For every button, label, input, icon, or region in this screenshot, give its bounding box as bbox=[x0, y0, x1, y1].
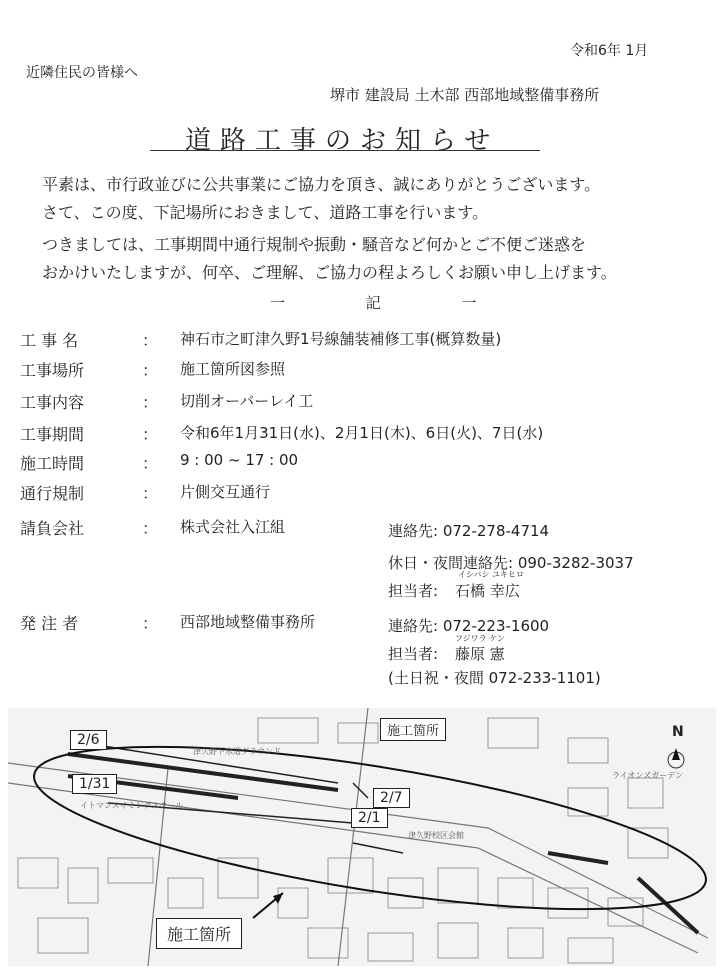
addressee: 近隣住民の皆様へ bbox=[26, 65, 138, 81]
map-date-2-6: 2/6 bbox=[70, 730, 107, 750]
colon: ： bbox=[142, 393, 159, 412]
map-place-label: ライオンズガーデン bbox=[612, 771, 684, 780]
contractor-contact: 連絡先: 072-278-4714 bbox=[388, 522, 550, 540]
north-arrow bbox=[668, 748, 684, 768]
page-title: 道路工事のお知らせ bbox=[185, 126, 500, 156]
body-line-3: つきましては、工事期間中通行規制や振動・騒音など何かとご不便ご迷惑を bbox=[42, 235, 587, 254]
contractor-after-hours: 休日・夜間連絡先: 090-3282-3037 bbox=[388, 554, 634, 572]
colon: ： bbox=[142, 614, 159, 633]
work-area-ellipse bbox=[24, 714, 715, 943]
body-line-2: さて、この度、下記場所におきまして、道路工事を行います。 bbox=[42, 203, 489, 222]
orderer-person: 藤原 憲 bbox=[455, 645, 505, 663]
value-work-hours: 9 : 00 ~ 17 : 00 bbox=[180, 451, 299, 469]
orderer-person-ruby: フジワラ ケン bbox=[455, 634, 505, 643]
map-date-1-31: 1/31 bbox=[72, 774, 117, 794]
value-traffic-control: 片側交互通行 bbox=[180, 483, 271, 501]
work-sections bbox=[68, 754, 698, 933]
issuer: 堺市 建設局 土木部 西部地域整備事務所 bbox=[330, 86, 600, 104]
colon: ： bbox=[142, 454, 159, 473]
map-drawing bbox=[8, 708, 716, 966]
value-work-content: 切削オーバーレイ工 bbox=[180, 392, 314, 410]
orderer-name: 西部地域整備事務所 bbox=[180, 613, 316, 631]
label-work-place: 工事場所 bbox=[20, 361, 85, 380]
map-label-site-top: 施工箇所 bbox=[380, 718, 446, 741]
title-underline bbox=[150, 150, 540, 151]
map-label-site-bottom: 施工箇所 bbox=[156, 918, 242, 949]
map-date-2-1: 2/1 bbox=[351, 808, 388, 828]
label-contractor: 請負会社 bbox=[20, 519, 85, 538]
colon: ： bbox=[142, 425, 159, 444]
contractor-person-label: 担当者: bbox=[388, 582, 439, 600]
label-work-period: 工事期間 bbox=[20, 425, 85, 444]
contractor-name: 株式会社入江組 bbox=[180, 518, 286, 536]
value-work-place: 施工箇所図参照 bbox=[180, 360, 286, 378]
colon: ： bbox=[142, 361, 159, 380]
orderer-holiday-contact: (土日祝・夜間 072-233-1101) bbox=[388, 669, 601, 687]
contractor-person: 石橋 幸広 bbox=[455, 582, 520, 600]
label-work-name: 工 事 名 bbox=[20, 331, 79, 350]
label-work-content: 工事内容 bbox=[20, 393, 85, 412]
map-place-label: イトマンスイミングスクール bbox=[80, 801, 184, 810]
label-traffic-control: 通行規制 bbox=[20, 484, 85, 503]
body-line-4: おかけいたしますが、何卒、ご理解、ご協力の程よろしくお願い申し上げます。 bbox=[42, 263, 617, 282]
notice-date: 令和6年 1月 bbox=[570, 43, 649, 59]
colon: ： bbox=[142, 484, 159, 503]
value-work-name: 神石市之町津久野1号線舗装補修工事(概算数量) bbox=[180, 330, 502, 348]
colon: ： bbox=[142, 331, 159, 350]
map-date-2-7: 2/7 bbox=[373, 788, 410, 808]
label-work-hours: 施工時間 bbox=[20, 454, 85, 473]
ki-heading: 一 記 一 bbox=[270, 294, 515, 312]
label-orderer: 発 注 者 bbox=[20, 614, 79, 633]
north-label: N bbox=[672, 724, 684, 740]
orderer-person-label: 担当者: bbox=[388, 645, 439, 663]
map-place-label: 津久野下水道グラウンド bbox=[193, 747, 281, 756]
orderer-contact: 連絡先: 072-223-1600 bbox=[388, 617, 550, 635]
body-line-1: 平素は、市行政並びに公共事業にご協力を頂き、誠にありがとうございます。 bbox=[42, 175, 601, 194]
map-place-label: 津久野校区会館 bbox=[408, 831, 464, 840]
site-map bbox=[8, 708, 716, 966]
contractor-person-ruby: イシバシ ユキヒロ bbox=[458, 570, 524, 579]
colon: ： bbox=[142, 519, 159, 538]
value-work-period: 令和6年1月31日(水)、2月1日(木)、6日(火)、7日(水) bbox=[180, 424, 544, 442]
